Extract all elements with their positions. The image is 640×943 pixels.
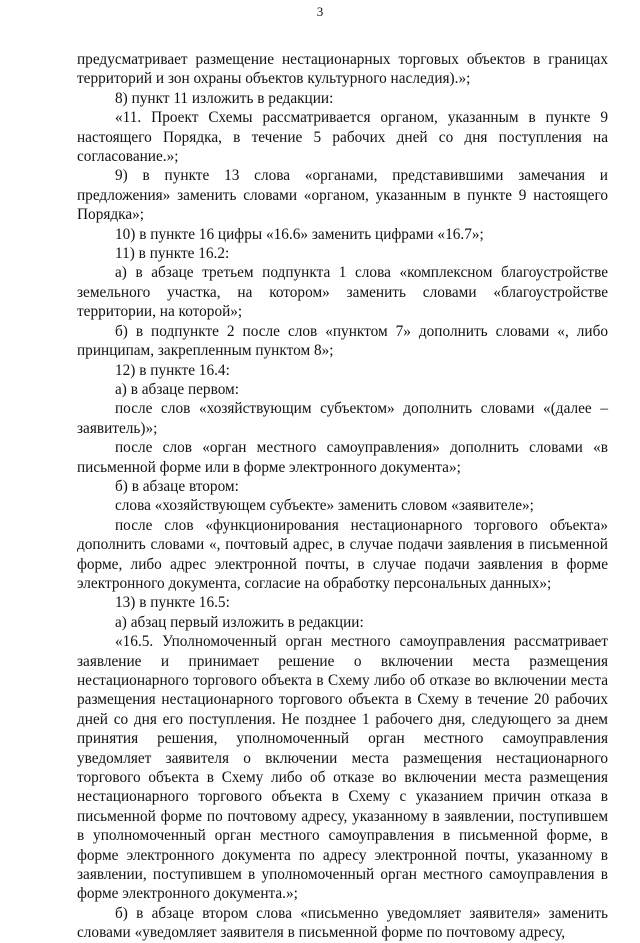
paragraph-item-12-a-1: после слов «хозяйствующим субъектом» дополнить словами «(далее – заявитель)»; [77,400,608,437]
paragraph-item-11-b: б) в подпункте 2 после слов «пунктом 7» дополнить словами «, либо принципам, закрепленным пунктом 8»; [77,322,608,360]
document-body [77,50,608,943]
paragraph-item-12-a: а) в абзаце первом: [115,380,239,398]
page-number: 3 [316,4,324,19]
paragraph-item-13-b: б) в абзаце втором слова «письменно уведомляет заявителя» заменить словами «уведомляет заявителя в письменной форме по почтовому адресу, [77,904,608,942]
paragraph-item-11: 11) в пункте 16.2: [115,245,230,263]
paragraph-item-12-b-2: после слов «функционирования нестационарного торгового объекта» дополнить словами «, почтовый адрес, в случае подачи заявления в письменной форме, либо адрес электронной почты, в случае подачи заявления в форме электронного документа, согласие на обработку персональных данных»; [77,516,608,592]
paragraph-item-13: 13) в пункте 16.5: [115,594,230,612]
paragraph-item-12-a-2: после слов «орган местного самоуправления» дополнить словами «в письменной форме или в форме электронного документа»; [77,439,608,476]
paragraph-continuation: предусматривает размещение нестационарных торговых объектов в границах территорий и зон охраны объектов культурного наследия).»; [77,51,608,88]
paragraph-item-13-a: а) абзац первый изложить в редакции: [115,613,364,631]
paragraph-item-9: 9) в пункте 13 слова «органами, представившими замечания и предложения» заменить словами «органом, указанным в пункте 9 настоящего Порядка»; [77,167,608,224]
paragraph-item-8: 8) пункт 11 изложить в редакции: [115,89,334,107]
paragraph-item-12-b: б) в абзаце втором: [115,477,239,495]
paragraph-item-12: 12) в пункте 16.4: [115,361,230,379]
paragraph-item-10: 10) в пункте 16 цифры «16.6» заменить цифрами «16.7»; [115,225,484,243]
paragraph-item-12-b-1: слова «хозяйствующем субъекте» заменить словом «заявителе»; [115,497,534,515]
paragraph-item-16-5-text: «16.5. Уполномоченный орган местного самоуправления рассматривает заявление и принимает решение о включении места размещения нестационарного торгового объекта в Схему либо об отказе во включении места размещения нестационарного торгового объекта в Схему в течение 20 рабочих дней со дня его поступления. Не позднее 1 рабочего дня, следующего за днем принятия решения, уполномоченный орган местного самоуправления уведомляет заявителя о включении места размещения нестационарного торгового объекта в Схему либо об отказе во включении места размещения нестационарного торгового объекта в Схему с указанием причин отказа в письменной форме по почтовому адресу, указанному в заявлении, поступившем в уполномоченный орган местного самоуправления в письменной форме, в форме электронного документа по адресу электронной почты, указанному в заявлении, поступившем в уполномоченный орган местного самоуправления в форме электронного документа.»; [77,633,608,903]
paragraph-item-11-text: «11. Проект Схемы рассматривается органом, указанным в пункте 9 настоящего Порядка, в течение 5 рабочих дней со дня поступления на согласование.»; [77,109,608,166]
paragraph-item-11-a: а) в абзаце третьем подпункта 1 слова «комплексном благоустройстве земельного участка, на котором» заменить словами «благоустройстве территории, на которой»; [77,264,608,321]
